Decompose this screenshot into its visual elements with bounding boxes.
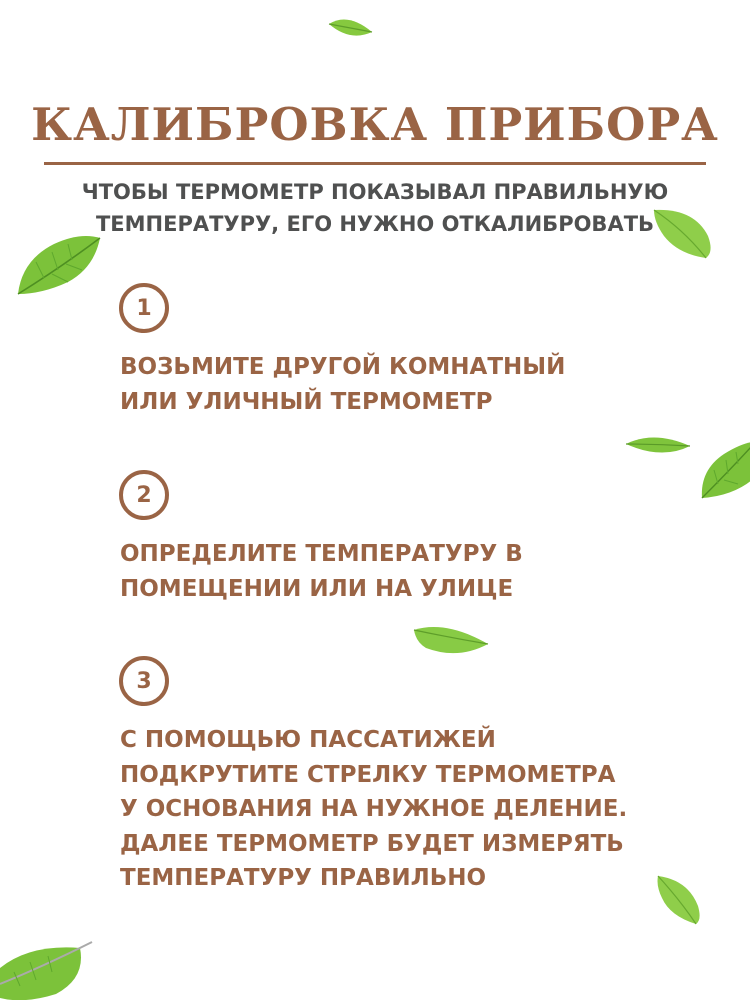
step-text-line: ИЛИ УЛИЧНЫЙ ТЕРМОМЕТР: [120, 388, 493, 415]
step-text-line: ПОМЕЩЕНИИ ИЛИ НА УЛИЦЕ: [120, 575, 514, 602]
step-1-number-badge: 1: [119, 283, 169, 333]
step-1-text: [120, 350, 680, 419]
page-title: КАЛИБРОВКА ПРИБОРА: [31, 98, 719, 151]
leaf-icon: [0, 938, 96, 1000]
subtitle-line: ТЕМПЕРАТУРУ, ЕГО НУЖНО ОТКАЛИБРОВАТЬ: [95, 212, 655, 236]
leaf-icon: [698, 440, 750, 502]
step-2-text: [120, 537, 680, 606]
leaf-icon: [624, 432, 694, 460]
leaf-icon: [412, 622, 492, 658]
step-text-line: ВОЗЬМИТЕ ДРУГОЙ КОМНАТНЫЙ: [120, 354, 566, 380]
step-3-number-badge: 3: [119, 656, 169, 706]
step-2-number-badge: 2: [119, 470, 169, 520]
step-text-line: ОПРЕДЕЛИТЕ ТЕМПЕРАТУРУ В: [120, 541, 523, 567]
step-text-line: С ПОМОЩЬЮ ПАССАТИЖЕЙ: [120, 727, 496, 753]
title-divider: [44, 162, 706, 165]
step-text-line: ДАЛЕЕ ТЕРМОМЕТР БУДЕТ ИЗМЕРЯТЬ: [120, 830, 624, 857]
subtitle: [0, 176, 750, 240]
leaf-icon: [326, 12, 376, 42]
leaf-icon: [14, 232, 104, 298]
step-text-line: ПОДКРУТИТЕ СТРЕЛКУ ТЕРМОМЕТРА: [120, 761, 616, 788]
step-3-text: [120, 723, 680, 896]
step-text-line: ТЕМПЕРАТУРУ ПРАВИЛЬНО: [120, 865, 487, 891]
subtitle-line: ЧТОБЫ ТЕРМОМЕТР ПОКАЗЫВАЛ ПРАВИЛЬНУЮ: [81, 180, 669, 204]
step-text-line: У ОСНОВАНИЯ НА НУЖНОЕ ДЕЛЕНИЕ.: [120, 796, 628, 822]
